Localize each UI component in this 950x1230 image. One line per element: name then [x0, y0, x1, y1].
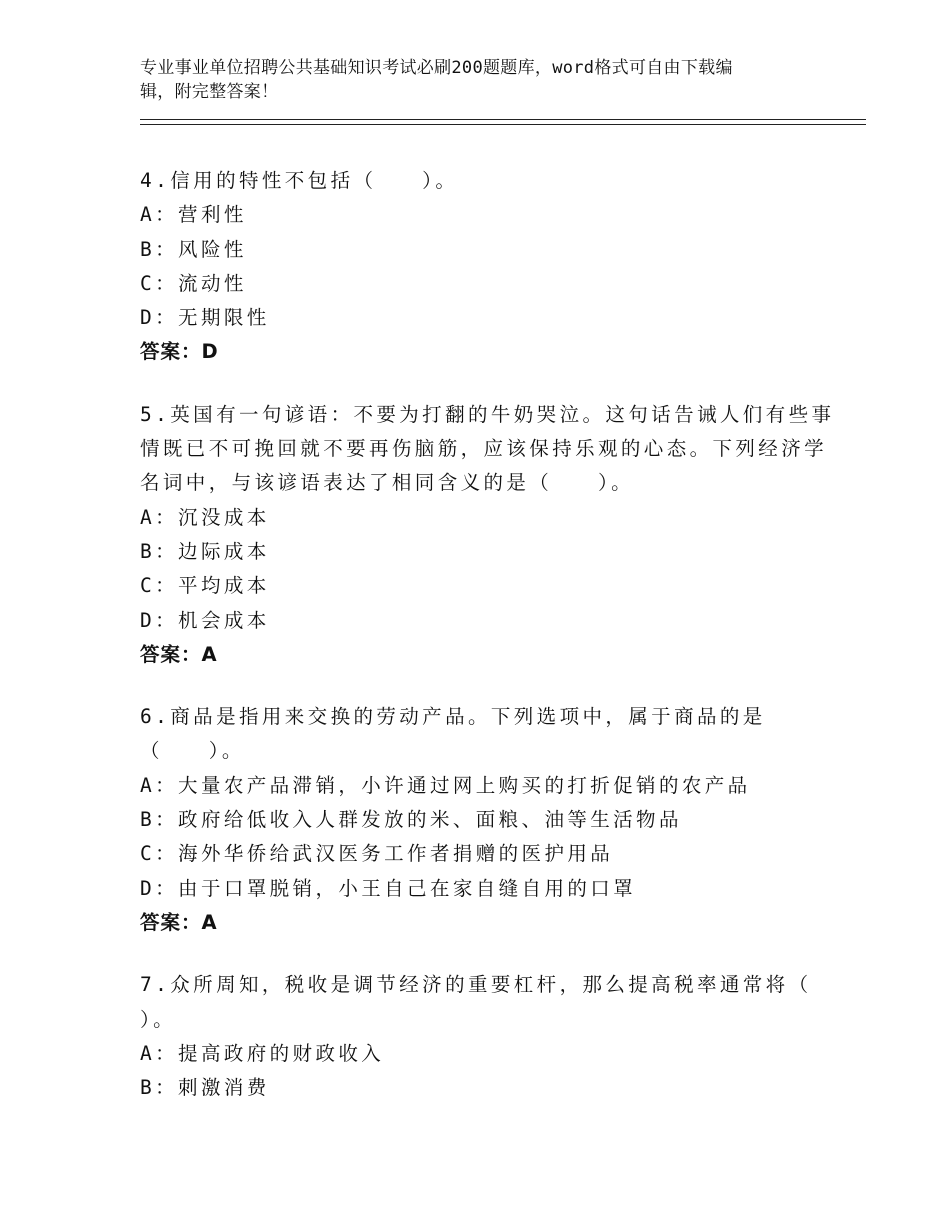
answer-label: 答案：	[140, 340, 202, 364]
option-a: A：提高政府的财政收入	[140, 1041, 385, 1065]
header-divider	[140, 119, 866, 125]
option-c: C：海外华侨给武汉医务工作者捐赠的医护用品	[140, 842, 614, 866]
question-stem-line-1: 5.英国有一句谚语：不要为打翻的牛奶哭泣。这句话告诫人们有些事	[140, 402, 835, 426]
option-c: C：流动性	[140, 271, 247, 295]
option-b: B：政府给低收入人群发放的米、面粮、油等生活物品	[140, 808, 682, 832]
option-d: D：由于口罩脱销，小王自己在家自缝自用的口罩	[140, 876, 637, 900]
option-c: C：平均成本	[140, 574, 270, 598]
option-b: B：风险性	[140, 237, 247, 261]
question-5	[140, 398, 835, 672]
answer	[140, 906, 820, 940]
answer-value: D	[201, 340, 219, 364]
question-7	[140, 968, 820, 1105]
answer-label: 答案：	[140, 910, 202, 934]
option-d: D：机会成本	[140, 608, 270, 632]
answer-value: A	[201, 642, 218, 666]
question-4	[140, 164, 820, 370]
question-stem-line-2: ）。	[140, 1007, 177, 1031]
option-a: A：沉没成本	[140, 505, 270, 529]
question-stem: 4.信用的特性不包括（ ）。	[140, 169, 459, 192]
question-stem-line-1: 6.商品是指用来交换的劳动产品。下列选项中，属于商品的是	[140, 705, 766, 729]
header-line-1: 专业事业单位招聘公共基础知识考试必刷200题题库，word格式可自由下载编	[140, 58, 733, 78]
option-a: A：大量农产品滞销，小许通过网上购买的打折促销的农产品	[140, 773, 751, 797]
option-d: D：无期限性	[140, 306, 270, 330]
option-a: A：营利性	[140, 203, 247, 227]
answer	[140, 335, 820, 369]
question-stem-line-1: 7.众所周知，税收是调节经济的重要杠杆，那么提高税率通常将（	[140, 973, 812, 997]
answer-label: 答案：	[140, 642, 202, 666]
option-b: B：边际成本	[140, 539, 270, 563]
document-header	[140, 56, 800, 104]
question-stem-line-2: 情既已不可挽回就不要再伤脑筋，应该保持乐观的心态。下列经济学	[140, 437, 828, 461]
header-line-2: 辑，附完整答案！	[140, 82, 279, 102]
answer	[140, 638, 820, 672]
question-6	[140, 700, 820, 940]
answer-value: A	[201, 910, 218, 934]
question-list	[140, 164, 835, 1133]
question-stem-line-2: （ ）。	[140, 739, 245, 763]
option-b: B：刺激消费	[140, 1076, 270, 1100]
question-stem-line-3: 名词中，与该谚语表达了相同含义的是（ ）。	[140, 471, 635, 495]
